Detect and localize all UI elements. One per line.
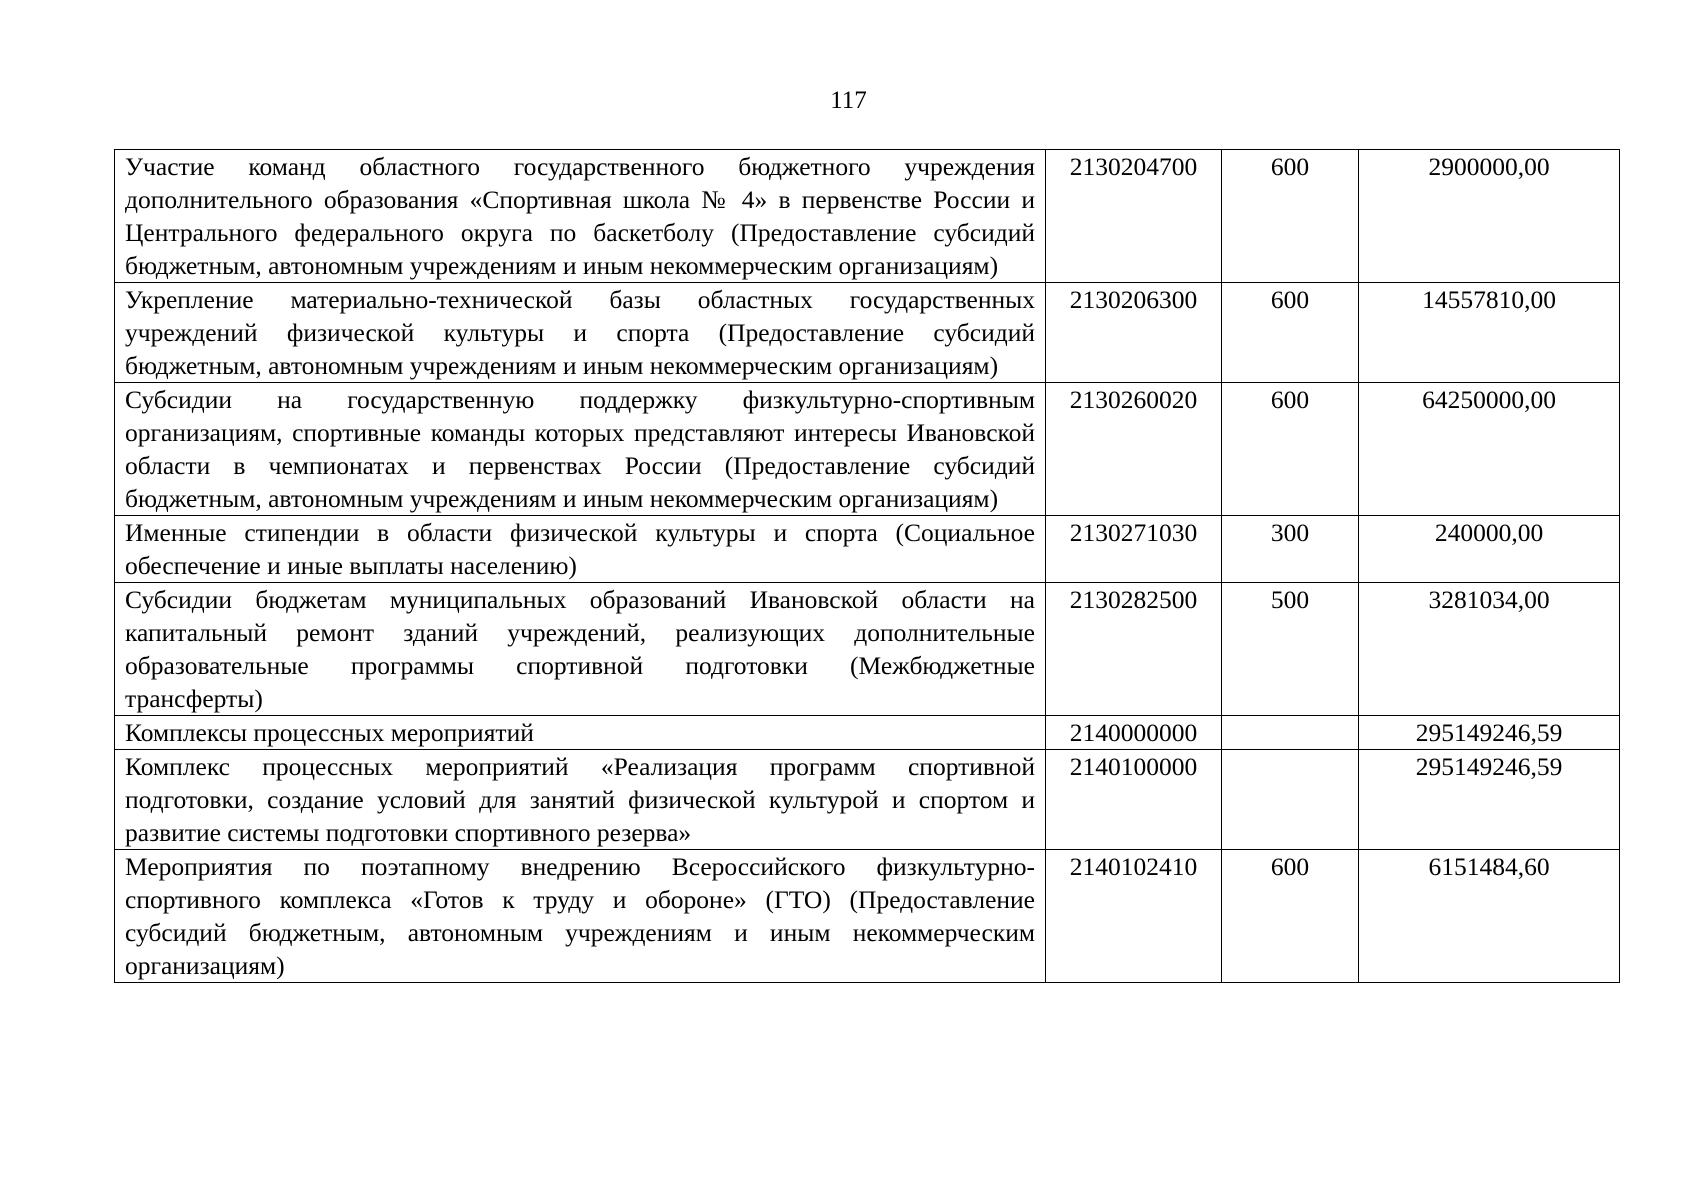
table-row xyxy=(115,583,1620,716)
row-description: Комплекс процессных мероприятий «Реализация программ спортивной подготовки, создание условий для занятий физической культурой и спортом и развитие системы подготовки спортивного резерва» xyxy=(115,750,1046,850)
row-expense-type: 500 xyxy=(1222,583,1359,716)
row-expense-type xyxy=(1222,750,1359,850)
table-row xyxy=(115,516,1620,583)
row-code: 2140000000 xyxy=(1046,716,1222,750)
row-code: 2130260020 xyxy=(1046,383,1222,516)
row-description: Субсидии на государственную поддержку физкультурно-спортивным организациям, спортивные команды которых представляют интересы Ивановской области в чемпионатах и первенствах России (Предоставление субсидий бюджетным, автономным учреждениям и иным некоммерческим организациям) xyxy=(115,383,1046,516)
row-code: 2140100000 xyxy=(1046,750,1222,850)
row-expense-type: 600 xyxy=(1222,850,1359,983)
row-description: Участие команд областного государственного бюджетного учреждения дополнительного образования «Спортивная школа № 4» в первенстве России и Центрального федерального округа по баскетболу (Предоставление субсидий бюджетным, автономным учреждениям и иным некоммерческим организациям) xyxy=(115,150,1046,283)
table-row xyxy=(115,850,1620,983)
row-code: 2130271030 xyxy=(1046,516,1222,583)
table-row xyxy=(115,716,1620,750)
row-expense-type: 300 xyxy=(1222,516,1359,583)
row-code: 2130206300 xyxy=(1046,283,1222,383)
row-code: 2130282500 xyxy=(1046,583,1222,716)
row-expense-type xyxy=(1222,716,1359,750)
row-description: Именные стипендии в области физической культуры и спорта (Социальное обеспечение и иные выплаты населению) xyxy=(115,516,1046,583)
row-description: Укрепление материально-технической базы областных государственных учреждений физической культуры и спорта (Предоставление субсидий бюджетным, автономным учреждениям и иным некоммерческим организациям) xyxy=(115,283,1046,383)
budget-table xyxy=(114,149,1620,983)
page-number: 117 xyxy=(830,87,867,114)
row-amount: 240000,00 xyxy=(1359,516,1620,583)
row-amount: 64250000,00 xyxy=(1359,383,1620,516)
row-expense-type: 600 xyxy=(1222,283,1359,383)
row-code: 2130204700 xyxy=(1046,150,1222,283)
row-amount: 6151484,60 xyxy=(1359,850,1620,983)
row-expense-type: 600 xyxy=(1222,150,1359,283)
row-amount: 14557810,00 xyxy=(1359,283,1620,383)
row-amount: 295149246,59 xyxy=(1359,750,1620,850)
table-row xyxy=(115,283,1620,383)
row-amount: 295149246,59 xyxy=(1359,716,1620,750)
row-description: Субсидии бюджетам муниципальных образований Ивановской области на капитальный ремонт зданий учреждений, реализующих дополнительные образовательные программы спортивной подготовки (Межбюджетные трансферты) xyxy=(115,583,1046,716)
row-description: Комплексы процессных мероприятий xyxy=(115,716,1046,750)
row-expense-type: 600 xyxy=(1222,383,1359,516)
table-row xyxy=(115,150,1620,283)
table-row xyxy=(115,750,1620,850)
row-amount: 2900000,00 xyxy=(1359,150,1620,283)
row-amount: 3281034,00 xyxy=(1359,583,1620,716)
table-row xyxy=(115,383,1620,516)
row-description: Мероприятия по поэтапному внедрению Всероссийского физкультурно-спортивного комплекса «Готов к труду и обороне» (ГТО) (Предоставление субсидий бюджетным, автономным учреждениям и иным некоммерческим организациям) xyxy=(115,850,1046,983)
row-code: 2140102410 xyxy=(1046,850,1222,983)
